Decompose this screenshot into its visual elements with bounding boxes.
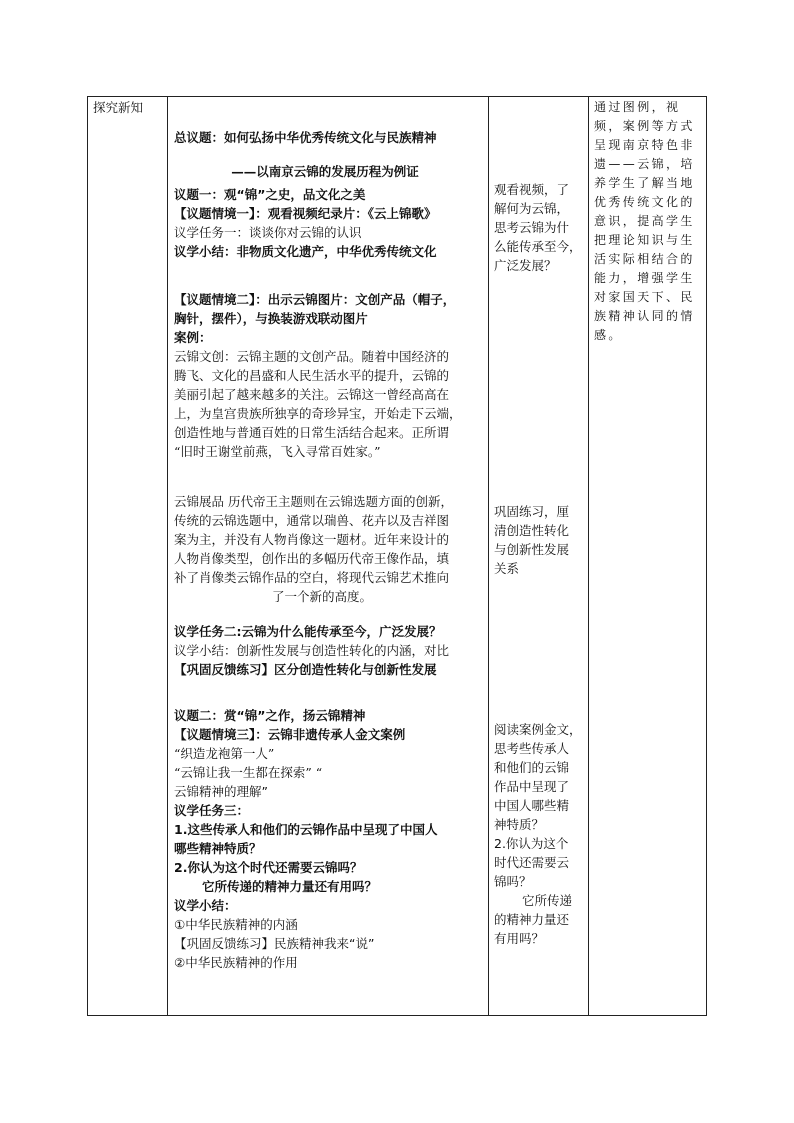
task-two: 议学任务二:云锦为什么能传承至今，广泛发展？ bbox=[174, 624, 442, 639]
point-2: ②中华民族精神的作用 bbox=[174, 955, 298, 970]
issue-two-title: 议题二：赏“锦”之作，扬云锦精神 bbox=[174, 708, 366, 723]
section-task-two bbox=[174, 622, 486, 679]
section-issue-one bbox=[174, 185, 486, 261]
exhibit-line-3: 案为主，并没有人物肖像这一题材。近年来设计的 bbox=[174, 532, 450, 547]
activity-two-line-1: 巩固练习，厘 bbox=[494, 504, 570, 519]
activity-three-line-7: 2.你认为这个 bbox=[494, 836, 569, 851]
practice-one: 【巩固反馈练习】区分创造性转化与创新性发展 bbox=[174, 662, 437, 677]
column-divider-2 bbox=[488, 96, 489, 1016]
activity-one-line-2: 解何为云锦， bbox=[494, 201, 570, 216]
activity-two-line-3: 与创新性发展 bbox=[494, 542, 570, 557]
table-bottom-border bbox=[87, 1015, 707, 1016]
section-issue-two bbox=[174, 706, 486, 972]
design-intent: 通过图例，视频，案例等方式呈现南京特色非遗——云锦，培养学生了解当地优秀传统文化的意识，提高学生把理论知识与生活实际相结合的能力，增强学生对家国天下、民族精神认同的情感。 bbox=[594, 100, 695, 342]
summary-three: 议学小结： bbox=[174, 898, 237, 913]
activity-one-line-1: 观看视频，了 bbox=[494, 182, 570, 197]
activity-three-line-12: 有用吗？ bbox=[494, 931, 545, 946]
column-divider-3 bbox=[588, 96, 589, 1016]
exhibit-line-4: 人物肖像类型，创作出的多幅历代帝王像作品，填 bbox=[174, 551, 450, 566]
quote-3: 云锦精神的理解” bbox=[174, 784, 268, 799]
activity-three-line-10: 它所传递 bbox=[522, 893, 573, 908]
activity-three bbox=[494, 720, 584, 948]
task-three: 议学任务三： bbox=[174, 803, 250, 818]
activity-three-line-9: 锦吗？ bbox=[494, 874, 532, 889]
exhibit-line-2: 传统的云锦选题中，通常以瑞兽、花卉以及吉祥图 bbox=[174, 513, 450, 528]
exhibit-line-5: 补了肖像类云锦作品的空白，将现代云锦艺术推向 bbox=[174, 570, 450, 585]
creative-line-3: 美丽引起了越来越多的关注。云锦这一曾经高高在 bbox=[174, 387, 450, 402]
activity-one-line-5: 广泛发展？ bbox=[494, 258, 557, 273]
question-1-line-2: 哪些精神特质？ bbox=[174, 841, 262, 856]
creative-line-1: 云锦文创：云锦主题的文创产品。随着中国经济的 bbox=[174, 349, 450, 364]
practice-two: 【巩固反馈练习】民族精神我来“说” bbox=[174, 936, 375, 951]
section-exhibit bbox=[174, 492, 486, 606]
quote-2: “云锦让我一生都在探索” “ bbox=[174, 765, 323, 780]
table-left-border bbox=[87, 96, 88, 1016]
scene-three: 【议题情境三】：云锦非遗传承人金文案例 bbox=[174, 727, 406, 742]
activity-three-line-1: 阅读案例金文， bbox=[494, 722, 582, 737]
table-top-border bbox=[87, 96, 707, 97]
activity-one-line-3: 思考云锦为什 bbox=[494, 220, 570, 235]
creative-line-2: 腾飞、文化的昌盛和人民生活水平的提升，云锦的 bbox=[174, 368, 450, 383]
point-1: ①中华民族精神的内涵 bbox=[174, 917, 298, 932]
activity-two-line-2: 清创造性转化 bbox=[494, 523, 570, 538]
activity-three-line-6: 神特质？ bbox=[494, 817, 545, 832]
section-scene-two bbox=[174, 290, 486, 461]
question-2-line-2: 它所传递的精神力量还有用吗？ bbox=[202, 879, 378, 894]
activity-one bbox=[494, 180, 584, 275]
issue-one-title: 议题一：观“锦”之史，品文化之美 bbox=[174, 187, 366, 202]
topic-subtitle: ——以南京云锦的发展历程为例证 bbox=[231, 164, 419, 179]
creative-line-4: 上，为皇宫贵族所独享的奇珍异宝，开始走下云端， bbox=[174, 406, 462, 421]
activity-three-line-4: 作品中呈现了 bbox=[494, 779, 570, 794]
creative-line-5: 创造性地与普通百姓的日常生活结合起来。正所谓 bbox=[174, 425, 450, 440]
summary-two: 议学小结：创新性发展与创造性转化的内涵，对比 bbox=[174, 643, 450, 658]
activity-three-line-3: 和他们的云锦 bbox=[494, 760, 570, 775]
activity-two bbox=[494, 502, 584, 578]
activity-two-line-4: 关系 bbox=[494, 561, 520, 576]
exhibit-line-1: 云锦展品 历代帝王主题则在云锦选题方面的创新， bbox=[174, 494, 453, 509]
creative-line-6: “旧时王谢堂前燕，飞入寻常百姓家。” bbox=[174, 444, 381, 459]
case-label: 案例： bbox=[174, 330, 212, 345]
question-2-line-1: 2.你认为这个时代还需要云锦吗？ bbox=[174, 860, 363, 875]
exhibit-line-6: 了一个新的高度。 bbox=[272, 589, 373, 604]
quote-1: “织造龙袍第一人” bbox=[174, 746, 275, 761]
scene-one: 【议题情境一】：观看视频纪录片：《云上锦歌》 bbox=[174, 206, 437, 221]
scene-two-line-1: 【议题情境二】：出示云锦图片：文创产品（帽子， bbox=[174, 292, 456, 307]
activity-three-line-8: 时代还需要云 bbox=[494, 855, 570, 870]
question-1-line-1: 1.这些传承人和他们的云锦作品中呈现了中国人 bbox=[174, 822, 438, 837]
activity-one-line-4: 么能传承至今， bbox=[494, 239, 582, 254]
scene-two-line-2: 胸针，摆件），与换装游戏联动图片 bbox=[174, 311, 368, 326]
task-one: 议学任务一：谈谈你对云锦的认识 bbox=[174, 225, 362, 240]
activity-three-line-11: 的精神力量还 bbox=[494, 912, 570, 927]
column-divider-1 bbox=[167, 96, 168, 1016]
table-right-border bbox=[706, 96, 707, 1016]
stage-label: 探究新知 bbox=[93, 100, 144, 115]
activity-three-line-5: 中国人哪些精 bbox=[494, 798, 570, 813]
summary-one: 议学小结：非物质文化遗产，中华优秀传统文化 bbox=[174, 244, 437, 259]
main-topic: 总议题：如何弘扬中华优秀传统文化与民族精神 bbox=[174, 130, 437, 145]
activity-three-line-2: 思考些传承人 bbox=[494, 741, 570, 756]
